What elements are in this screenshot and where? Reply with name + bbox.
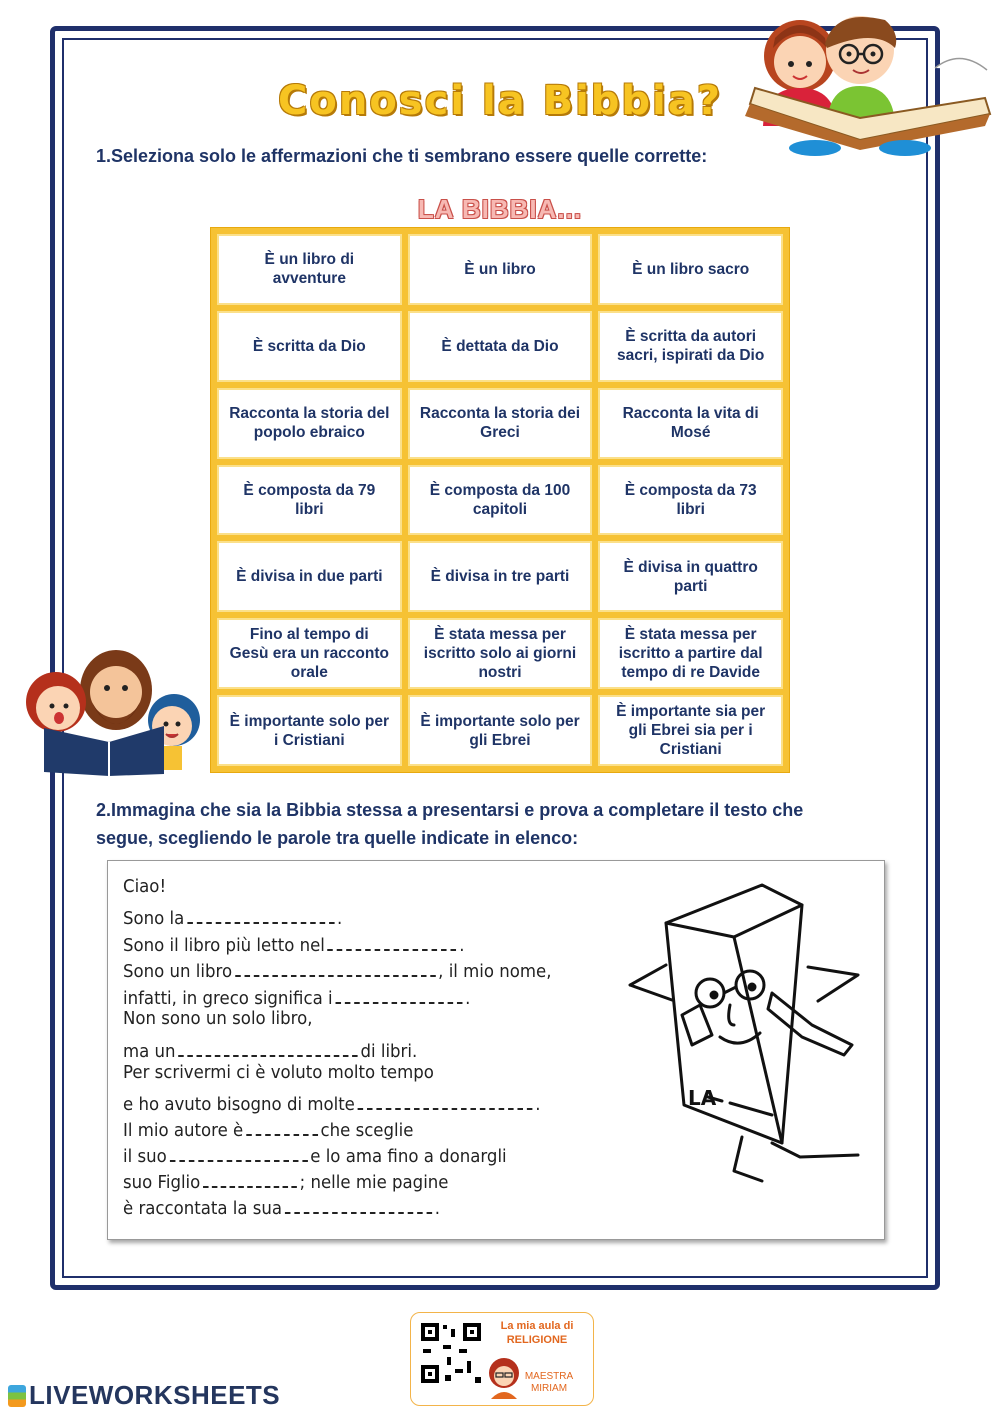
passage-line — [123, 902, 342, 929]
statement-option[interactable]: È divisa in due parti — [217, 541, 402, 612]
passage-line — [123, 1062, 434, 1083]
statement-option[interactable]: Racconta la storia dei Greci — [408, 388, 593, 459]
passage-line — [123, 1166, 448, 1193]
statement-option[interactable]: È importante sia per gli Ebrei sia per i Cristiani — [598, 695, 783, 766]
liveworksheets-logo-icon — [8, 1385, 26, 1407]
passage-line — [123, 1088, 540, 1115]
maestra-miriam-logo[interactable] — [410, 1312, 594, 1406]
passage-text: infatti, in greco significa i — [123, 988, 333, 1009]
statement-option[interactable]: È importante solo per gli Ebrei — [408, 695, 593, 766]
statement-option[interactable]: Fino al tempo di Gesù era un racconto orale — [217, 618, 402, 689]
blank-input[interactable] — [358, 1088, 533, 1110]
statement-option[interactable]: È stata messa per iscritto a partire dal tempo di re Davide — [598, 618, 783, 689]
teacher-avatar-icon — [487, 1357, 521, 1399]
passage-line — [123, 982, 470, 1009]
passage-line — [123, 955, 552, 982]
book-character-illustration — [622, 875, 872, 1185]
blank-input[interactable] — [169, 1140, 307, 1162]
blank-input[interactable] — [335, 982, 462, 1004]
passage-text: Per scrivermi ci è voluto molto tempo — [123, 1062, 434, 1083]
statement-option[interactable]: È un libro sacro — [598, 234, 783, 305]
passage-text: Sono un libro — [123, 961, 233, 982]
passage-line — [123, 1140, 507, 1167]
passage-text: ; nelle mie pagine — [299, 1172, 449, 1193]
passage-text: . — [337, 908, 343, 929]
passage-line — [123, 1008, 313, 1029]
passage-text: e ho avuto bisogno di molte — [123, 1094, 355, 1115]
passage-line — [123, 1035, 417, 1062]
question-2-line-2: segue, scegliendo le parole tra quelle indicate in elenco: — [96, 828, 579, 848]
passage-text: . — [434, 1198, 441, 1219]
passage-text: Sono il libro più letto nel — [123, 935, 325, 956]
logo-title: La mia aula di RELIGIONE — [500, 1320, 574, 1346]
passage-text: Sono la — [123, 908, 185, 929]
passage-text: il suo — [123, 1146, 167, 1167]
question-2-line-1: 2.Immagina che sia la Bibbia stessa a presentarsi e prova a completare il testo che — [96, 800, 804, 820]
question-1: 1.Seleziona solo le affermazioni che ti sembrano essere quelle corrette: — [96, 146, 708, 166]
statement-option[interactable]: Racconta la storia del popolo ebraico — [217, 388, 402, 459]
statement-option[interactable]: Racconta la vita di Mosé — [598, 388, 783, 459]
passage-text: è raccontata la sua — [123, 1198, 283, 1219]
passage-text: e lo ama fino a donargli — [310, 1146, 507, 1167]
statement-option[interactable]: È un libro di avventure — [217, 234, 402, 305]
statement-option[interactable]: È composta da 100 capitoli — [408, 465, 593, 536]
family-reading-illustration — [14, 646, 204, 776]
passage-text: . — [459, 935, 465, 956]
passage-text: Ciao! — [123, 876, 167, 897]
passage-text: ma un — [123, 1041, 176, 1062]
passage-text: che sceglie — [320, 1120, 414, 1141]
statement-option[interactable]: È stata messa per iscritto solo ai giorni nostri — [408, 618, 593, 689]
passage-text: . — [535, 1094, 541, 1115]
passage-text: . — [465, 988, 471, 1009]
blank-input[interactable] — [246, 1114, 318, 1136]
passage-text: , il mio nome, — [438, 961, 552, 982]
liveworksheets-brand[interactable] — [8, 1380, 280, 1411]
book-label: LA — [688, 1086, 717, 1110]
passage-line — [123, 1114, 413, 1141]
bible-subtitle: LA BIBBIA... — [417, 194, 583, 224]
blank-input[interactable] — [235, 955, 436, 977]
blank-input[interactable] — [203, 1166, 297, 1188]
statement-option[interactable]: È divisa in quattro parti — [598, 541, 783, 612]
statement-option[interactable]: È composta da 73 libri — [598, 465, 783, 536]
passage-text: Non sono un solo libro, — [123, 1008, 313, 1029]
statement-option[interactable]: È scritta da Dio — [217, 311, 402, 382]
blank-input[interactable] — [328, 929, 457, 951]
blank-input[interactable] — [285, 1192, 432, 1214]
statement-option[interactable]: È scritta da autori sacri, ispirati da Dio — [598, 311, 783, 382]
blank-input[interactable] — [187, 902, 334, 924]
kids-reading-illustration — [735, 8, 997, 158]
blank-input[interactable] — [178, 1035, 357, 1057]
passage-text: suo Figlio — [123, 1172, 201, 1193]
passage-text: Il mio autore è — [123, 1120, 244, 1141]
statement-option[interactable]: È dettata da Dio — [408, 311, 593, 382]
statement-option[interactable]: È importante solo per i Cristiani — [217, 695, 402, 766]
passage-line — [123, 929, 464, 956]
passage-line — [123, 876, 166, 897]
brand-text: LIVEWORKSHEETS — [29, 1380, 281, 1410]
qr-code-icon — [419, 1321, 483, 1385]
statement-option[interactable]: È composta da 79 libri — [217, 465, 402, 536]
page-title: Conosci la Bibbia? — [278, 78, 722, 124]
statements-grid — [210, 227, 790, 773]
statement-option[interactable]: È divisa in tre parti — [408, 541, 593, 612]
passage-line — [123, 1192, 440, 1219]
logo-subtitle: MAESTRA MIRIAM — [524, 1371, 574, 1394]
passage-text: di libri. — [360, 1041, 418, 1062]
statement-option[interactable]: È un libro — [408, 234, 593, 305]
